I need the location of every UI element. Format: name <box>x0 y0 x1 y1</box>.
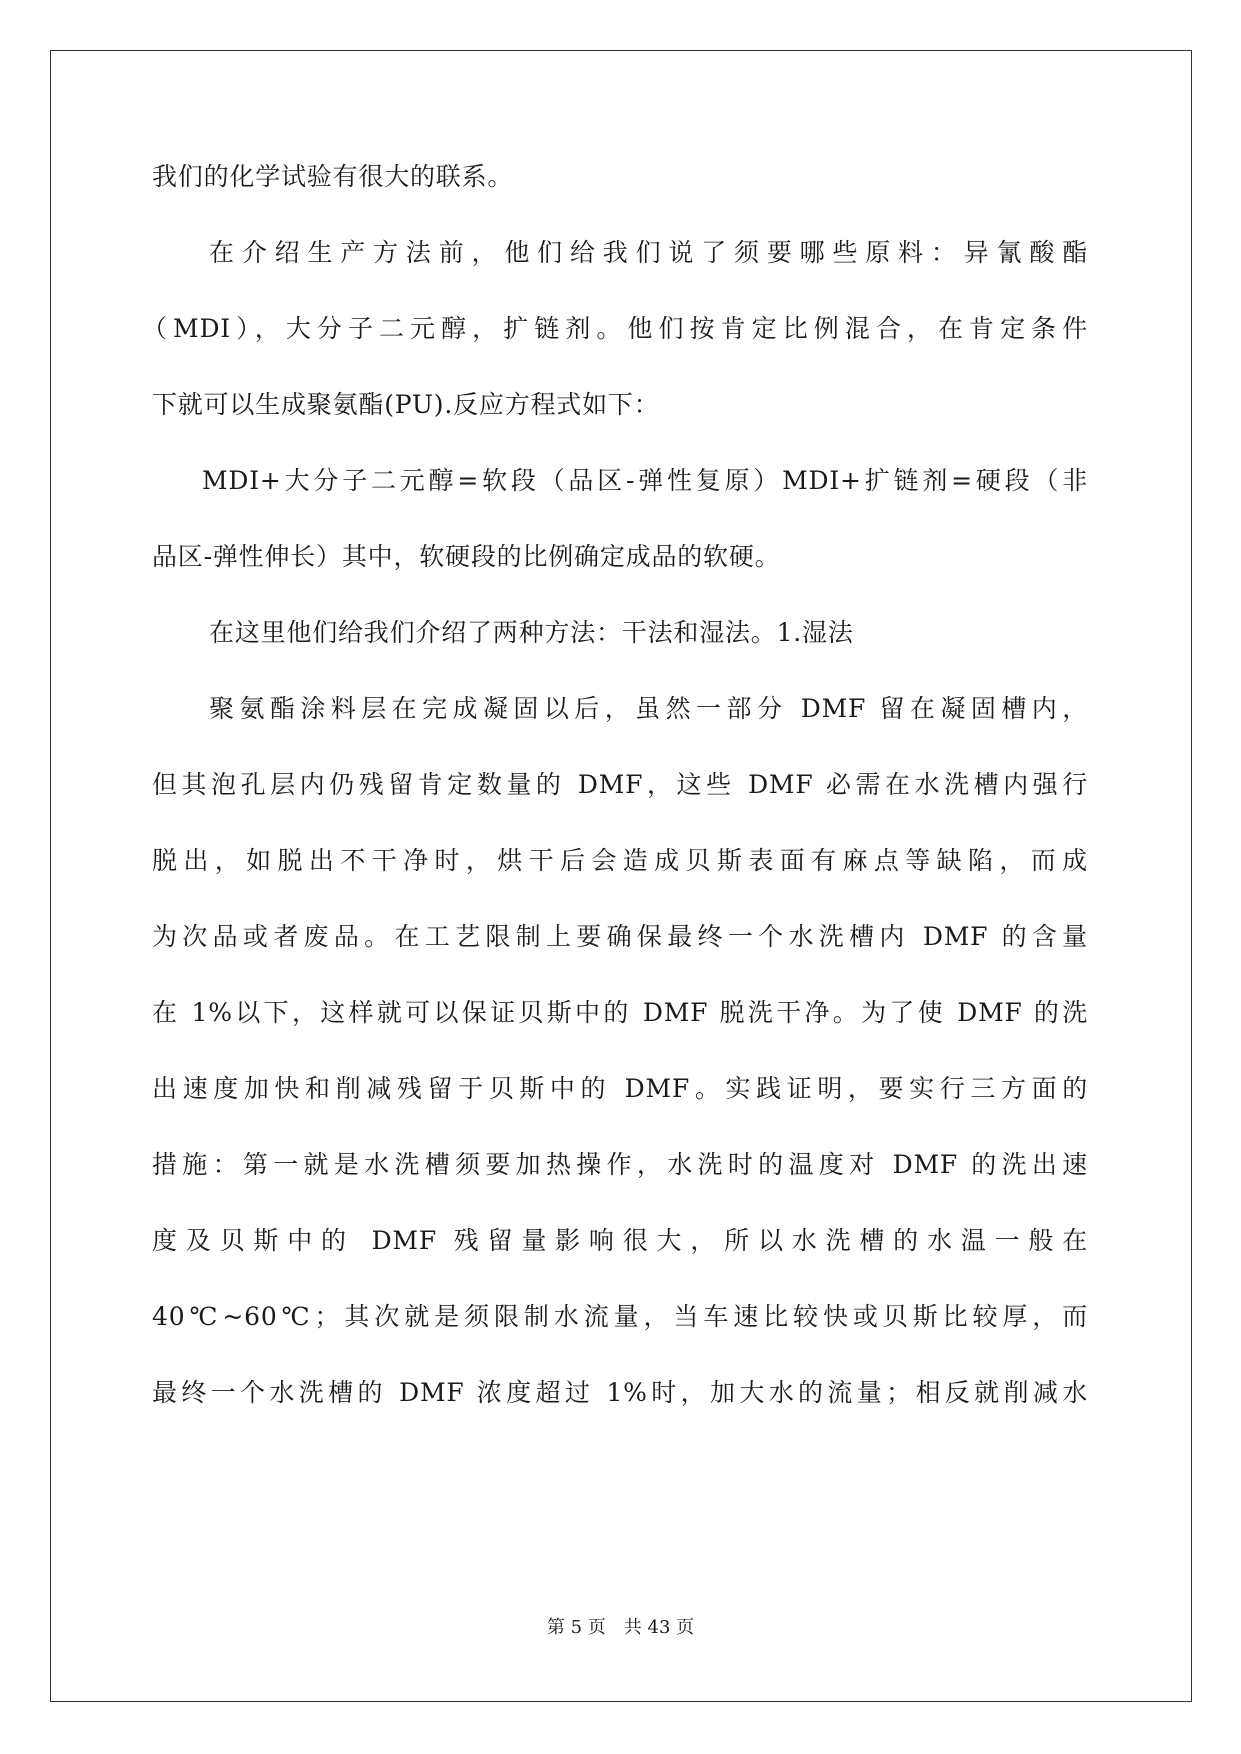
text-line-1: 我们的化学试验有很大的联系。 <box>152 162 514 191</box>
text-line-13: 出速度加快和削减残留于贝斯中的 DMF。实践证明，要实行三方面的 <box>152 1074 1088 1103</box>
text-line-5: MDI+大分子二元醇=软段（品区-弹性复原）MDI+扩链剂=硬段（非 <box>202 466 1088 495</box>
text-line-12: 在 1%以下，这样就可以保证贝斯中的 DMF 脱洗干净。为了使 DMF 的洗 <box>152 998 1088 1027</box>
text-line-3: （MDI），大分子二元醇，扩链剂。他们按肯定比例混合，在肯定条件 <box>142 314 1088 343</box>
text-line-16: 40℃~60℃；其次就是须限制水流量，当车速比较快或贝斯比较厚，而 <box>152 1302 1088 1331</box>
text-line-9: 但其泡孔层内仍残留肯定数量的 DMF，这些 DMF 必需在水洗槽内强行 <box>152 770 1088 799</box>
text-line-17: 最终一个水洗槽的 DMF 浓度超过 1%时，加大水的流量；相反就削减水 <box>152 1378 1088 1407</box>
text-line-10: 脱出，如脱出不干净时，烘干后会造成贝斯表面有麻点等缺陷，而成 <box>152 846 1088 875</box>
text-line-2: 在介绍生产方法前，他们给我们说了须要哪些原料：异氰酸酯 <box>209 238 1088 267</box>
text-line-11: 为次品或者废品。在工艺限制上要确保最终一个水洗槽内 DMF 的含量 <box>152 922 1088 951</box>
text-line-15: 度及贝斯中的 DMF 残留量影响很大，所以水洗槽的水温一般在 <box>152 1226 1088 1255</box>
text-line-8: 聚氨酯涂料层在完成凝固以后，虽然一部分 DMF 留在凝固槽内， <box>209 694 1088 723</box>
text-line-14: 措施：第一就是水洗槽须要加热操作，水洗时的温度对 DMF 的洗出速 <box>152 1150 1088 1179</box>
page-border <box>50 50 1192 1702</box>
text-line-7: 在这里他们给我们介绍了两种方法：干法和湿法。1.湿法 <box>209 618 854 647</box>
text-line-4: 下就可以生成聚氨酯(PU).反应方程式如下： <box>152 390 660 419</box>
page-number-footer: 第 5 页 共 43 页 <box>546 1617 695 1638</box>
text-line-6: 品区-弹性伸长）其中，软硬段的比例确定成品的软硬。 <box>152 542 781 571</box>
